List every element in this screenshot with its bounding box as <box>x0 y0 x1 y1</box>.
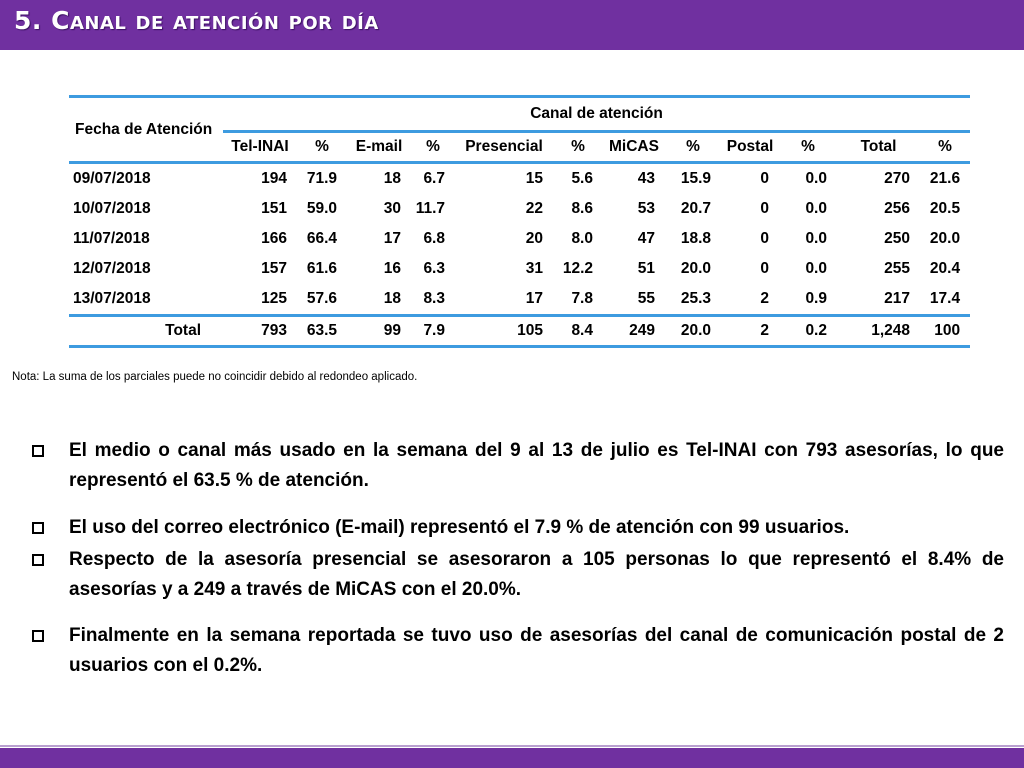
bullet-item <box>32 621 1004 681</box>
table-cell: 22 <box>525 200 543 217</box>
table-cell: 11.7 <box>415 200 445 217</box>
table-cell: 43 <box>637 170 655 187</box>
table-cell: 17.4 <box>929 290 961 307</box>
table-cell: 0.0 <box>805 170 827 187</box>
table-cell-date: 10/07/2018 <box>73 200 151 217</box>
checkbox-bullet-icon <box>32 522 44 534</box>
column-header: % <box>411 132 455 163</box>
table-cell: 59.0 <box>306 200 337 217</box>
total-cell: 793 <box>223 316 297 347</box>
table-cell: 20.0 <box>929 230 961 247</box>
bullet-text: El uso del correo electrónico (E-mail) representó el 7.9 % de atención con 99 usuarios. <box>69 517 850 538</box>
table-row <box>69 194 970 224</box>
column-header: % <box>297 132 347 163</box>
table-cell: 8.0 <box>571 230 593 247</box>
table-cell: 255 <box>884 260 910 277</box>
total-cell: 1,248 <box>837 316 920 347</box>
table-cell: 270 <box>884 170 910 187</box>
table-total-row <box>69 316 970 347</box>
table-cell: 47 <box>637 230 655 247</box>
table-cell: 20 <box>525 230 543 247</box>
checkbox-bullet-icon <box>32 630 44 642</box>
checkbox-bullet-icon <box>32 554 44 566</box>
column-header: % <box>553 132 603 163</box>
column-header: E-mail <box>347 132 411 163</box>
column-header: Presencial <box>455 132 553 163</box>
table-cell: 157 <box>261 260 287 277</box>
table-cell: 8.6 <box>571 200 593 217</box>
column-header: MiCAS <box>603 132 665 163</box>
table-cell: 15.9 <box>680 170 711 187</box>
bullet-text: Respecto de la asesoría presencial se asesoraron a 105 personas lo que representó el 8.4% de asesorías y a 249 a través de MiCAS con el 20.0%. <box>69 549 1004 600</box>
table-cell: 125 <box>261 290 287 307</box>
table-cell: 18.8 <box>680 230 711 247</box>
column-header: Total <box>837 132 920 163</box>
total-cell: 8.4 <box>553 316 603 347</box>
table-cell-date: 11/07/2018 <box>73 230 150 247</box>
table-cell: 5.6 <box>571 170 593 187</box>
table-cell: 25.3 <box>680 290 711 307</box>
table-cell: 55 <box>637 290 655 307</box>
total-cell: 100 <box>920 316 970 347</box>
footnote: Nota: La suma de los parciales puede no coincidir debido al redondeo aplicado. <box>12 371 418 383</box>
table-cell: 17 <box>525 290 543 307</box>
column-header: % <box>665 132 721 163</box>
table-cell: 0.0 <box>805 230 827 247</box>
table-cell: 61.6 <box>306 260 337 277</box>
table-cell: 0.0 <box>805 260 827 277</box>
table-cell: 0 <box>760 260 769 277</box>
table-cell: 31 <box>525 260 543 277</box>
attention-channel-table <box>69 95 970 348</box>
table-cell: 51 <box>637 260 655 277</box>
table-cell: 7.8 <box>571 290 593 307</box>
table-cell: 8.3 <box>423 290 445 307</box>
table-cell-date: 13/07/2018 <box>73 290 151 307</box>
table-cell: 17 <box>383 230 401 247</box>
table-cell: 166 <box>261 230 287 247</box>
table-cell-date: 12/07/2018 <box>73 260 151 277</box>
table-cell: 20.7 <box>680 200 711 217</box>
column-header: % <box>779 132 837 163</box>
total-cell: 105 <box>455 316 553 347</box>
table-cell: 0.9 <box>805 290 827 307</box>
table-cell: 20.4 <box>929 260 961 277</box>
total-cell: 0.2 <box>779 316 837 347</box>
table-cell: 0 <box>760 170 769 187</box>
total-label: Total <box>69 316 223 347</box>
table-header-row <box>69 97 970 132</box>
table-cell: 6.3 <box>423 260 445 277</box>
total-cell: 63.5 <box>297 316 347 347</box>
table-cell: 250 <box>884 230 910 247</box>
table-row <box>69 224 970 254</box>
bullet-item <box>32 545 1004 605</box>
footer-bar <box>0 748 1024 768</box>
table-cell: 194 <box>261 170 287 187</box>
table-cell: 71.9 <box>306 170 337 187</box>
table-cell: 0.0 <box>805 200 827 217</box>
total-cell: 7.9 <box>411 316 455 347</box>
total-cell: 249 <box>603 316 665 347</box>
row-header-fecha: Fecha de Atención <box>69 97 223 163</box>
slide-title: 5. Canal de atención por día <box>14 6 379 35</box>
table-cell: 0 <box>760 230 769 247</box>
table-cell-date: 09/07/2018 <box>73 170 151 187</box>
checkbox-bullet-icon <box>32 445 44 457</box>
column-header: Postal <box>721 132 779 163</box>
group-header-canal: Canal de atención <box>223 97 970 132</box>
table-cell: 20.0 <box>680 260 711 277</box>
total-cell: 99 <box>347 316 411 347</box>
table-cell: 16 <box>383 260 401 277</box>
table-cell: 0 <box>760 200 769 217</box>
table-cell: 256 <box>884 200 910 217</box>
column-header: % <box>920 132 970 163</box>
bullet-item <box>32 513 1004 543</box>
table-cell: 151 <box>261 200 287 217</box>
table-cell: 30 <box>383 200 401 217</box>
table-cell: 18 <box>383 170 401 187</box>
bullet-text: El medio o canal más usado en la semana del 9 al 13 de julio es Tel-INAI con 793 asesorías, lo que representó el 63.5 % de atención. <box>69 440 1004 491</box>
total-cell: 2 <box>721 316 779 347</box>
table-cell: 66.4 <box>306 230 337 247</box>
table-cell: 6.7 <box>423 170 445 187</box>
table-cell: 12.2 <box>562 260 593 277</box>
table-cell: 15 <box>525 170 543 187</box>
total-cell: 20.0 <box>665 316 721 347</box>
table-row <box>69 254 970 284</box>
table-cell: 57.6 <box>306 290 337 307</box>
table-cell: 217 <box>884 290 910 307</box>
title-bar <box>0 0 1024 50</box>
bullet-text: Finalmente en la semana reportada se tuvo uso de asesorías del canal de comunicación postal de 2 usuarios con el 0.2%. <box>69 625 1004 676</box>
table-cell: 21.6 <box>929 170 961 187</box>
table-cell: 18 <box>383 290 401 307</box>
table-cell: 6.8 <box>423 230 445 247</box>
bullet-item <box>32 436 1004 496</box>
column-header: Tel-INAI <box>223 132 297 163</box>
bullet-list <box>32 436 1004 681</box>
footer-divider <box>0 745 1024 747</box>
table-cell: 2 <box>760 290 769 307</box>
table-cell: 53 <box>637 200 655 217</box>
table-row <box>69 284 970 316</box>
table-cell: 20.5 <box>929 200 961 217</box>
table-row <box>69 163 970 195</box>
